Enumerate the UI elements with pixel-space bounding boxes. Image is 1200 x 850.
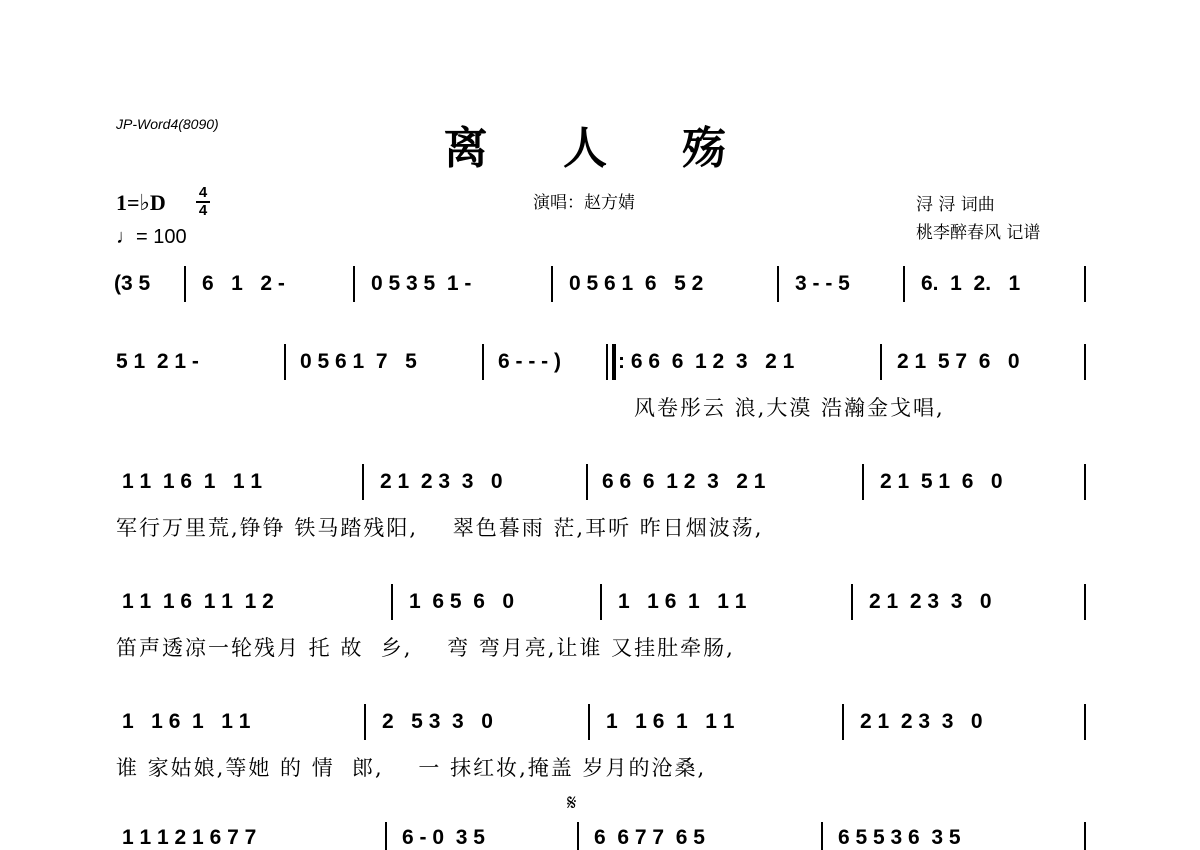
- segno-sign: 𝄋: [567, 790, 577, 815]
- barline: [1084, 344, 1086, 380]
- measure: 6 - 0 3 5: [402, 826, 485, 849]
- barline: [391, 584, 393, 620]
- lyrics-line: 风卷彤云 浪,大漠 浩瀚金戈唱,: [634, 396, 945, 420]
- barline: [1084, 266, 1086, 302]
- lyricist-credit: 浔 浔 词曲: [916, 195, 995, 215]
- barline: [903, 266, 905, 302]
- barline: [1084, 584, 1086, 620]
- measure: (3 5: [114, 272, 151, 295]
- barline: [606, 344, 608, 380]
- measure: 1 1 6 1 1 1: [618, 590, 747, 613]
- barline: [184, 266, 186, 302]
- barline: [353, 266, 355, 302]
- barline: [862, 464, 864, 500]
- measure: 6. 1 2. 1: [921, 272, 1021, 295]
- measure: 3 - - 5: [795, 272, 850, 295]
- measure: 1 1 1 6 1 1 1: [122, 470, 263, 493]
- measure: 0 5 3 5 1 -: [371, 272, 472, 295]
- measure: 1 6 5 6 0: [409, 590, 515, 613]
- barline: [1084, 464, 1086, 500]
- key-signature: 1=♭D: [116, 190, 166, 215]
- measure: 6 - - - ): [498, 350, 561, 373]
- barline: [880, 344, 882, 380]
- lyrics-line: 谁 家姑娘,等她 的 情 郎, 一 抹红妆,掩盖 岁月的沧桑,: [116, 756, 707, 780]
- time-top: 4: [198, 184, 208, 201]
- measure: 6 6 7 7 6 5: [594, 826, 705, 849]
- tempo-mark: ♩= 100: [116, 226, 187, 248]
- repeat-barline: [612, 344, 616, 380]
- time-bottom: 4: [198, 202, 208, 219]
- measure: 2 1 2 3 3 0: [869, 590, 992, 613]
- measure: 2 1 5 1 6 0: [880, 470, 1003, 493]
- barline: [385, 822, 387, 850]
- measure: 0 5 6 1 6 5 2: [569, 272, 704, 295]
- barline: [588, 704, 590, 740]
- barline: [1084, 704, 1086, 740]
- barline: [364, 704, 366, 740]
- measure: 0 5 6 1 7 5: [300, 350, 417, 373]
- song-title: 离 人 殇: [443, 123, 757, 174]
- barline: [284, 344, 286, 380]
- barline: [482, 344, 484, 380]
- lyrics-line: 笛声透凉一轮残月 托 故 乡, 弯 弯月亮,让谁 又挂肚牵肠,: [116, 636, 735, 660]
- measure: 5 1 2 1 -: [116, 350, 199, 373]
- barline: [577, 822, 579, 850]
- barline: [821, 822, 823, 850]
- measure: 2 5 3 3 0: [382, 710, 493, 733]
- barline: [586, 464, 588, 500]
- barline: [851, 584, 853, 620]
- measure: 2 1 2 3 3 0: [860, 710, 983, 733]
- time-signature: [196, 186, 210, 218]
- measure: 6 6 6 1 2 3 2 1: [602, 470, 766, 493]
- measure: 6 5 5 3 6 3 5: [838, 826, 961, 849]
- measure: 1 1 1 2 1 6 7 7: [122, 826, 257, 849]
- barline: [600, 584, 602, 620]
- barline: [842, 704, 844, 740]
- barline: [362, 464, 364, 500]
- measure: 2 1 5 7 6 0: [897, 350, 1020, 373]
- measure: 1 1 1 6 1 1 1 2: [122, 590, 274, 613]
- barline: [1084, 822, 1086, 850]
- singer-credit: 演唱：赵方婧: [533, 193, 635, 213]
- measure: 1 1 6 1 1 1: [606, 710, 735, 733]
- measure: 6 1 2 -: [202, 272, 285, 295]
- measure: : 6 6 6 1 2 3 2 1: [618, 350, 795, 373]
- transcriber-credit: 桃李醉春风 记谱: [916, 223, 1041, 243]
- barline: [777, 266, 779, 302]
- measure: 2 1 2 3 3 0: [380, 470, 503, 493]
- lyrics-line: 军行万里荒,铮铮 铁马踏残阳, 翠色暮雨 茫,耳听 昨日烟波荡,: [116, 516, 764, 540]
- measure: 1 1 6 1 1 1: [122, 710, 251, 733]
- software-label: JP-Word4(8090): [116, 116, 219, 132]
- barline: [551, 266, 553, 302]
